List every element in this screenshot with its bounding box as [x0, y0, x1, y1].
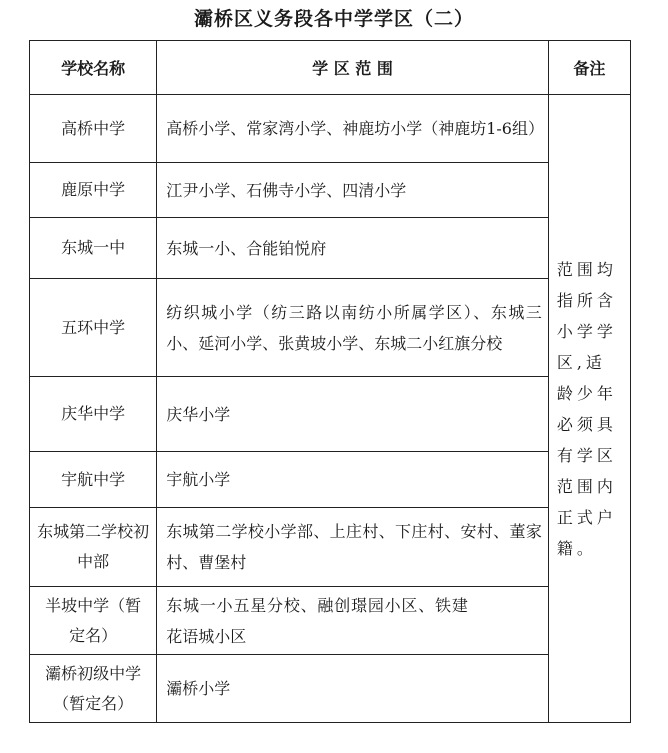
district-range-cell: 东城一小五星分校、融创璟园小区、铁建花语城小区	[157, 587, 549, 655]
district-range-cell: 宇航小学	[157, 452, 549, 508]
school-name-cell: 庆华中学	[30, 377, 157, 452]
note-cell: 范围均指所含小学学区,适龄少年必须具有学区范围内正式户籍。	[548, 95, 630, 723]
table-header-row	[30, 41, 631, 95]
table-row	[30, 377, 631, 452]
district-range-cell: 东城一小、合能铂悦府	[157, 218, 549, 279]
district-range-cell: 庆华小学	[157, 377, 549, 452]
page-title: 灞桥区义务段各中学学区（二）	[193, 8, 474, 30]
header-district-range: 学 区 范 围	[157, 41, 549, 95]
table-row	[30, 95, 631, 163]
table-row	[30, 452, 631, 508]
school-name-cell: 高桥中学	[30, 95, 157, 163]
school-name-cell: 鹿原中学	[30, 163, 157, 218]
district-range-cell: 灞桥小学	[157, 655, 549, 723]
school-district-table	[29, 40, 631, 723]
table-row	[30, 279, 631, 377]
header-note: 备注	[548, 41, 630, 95]
school-name-cell: 五环中学	[30, 279, 157, 377]
school-name-cell: 灞桥初级中学（暂定名）	[30, 655, 157, 723]
district-range-cell: 东城第二学校小学部、上庄村、下庄村、安村、董家村、曹堡村	[157, 508, 549, 587]
table-row	[30, 163, 631, 218]
school-name-cell: 东城一中	[30, 218, 157, 279]
school-name-cell: 宇航中学	[30, 452, 157, 508]
district-range-cell: 高桥小学、常家湾小学、神鹿坊小学（神鹿坊1-6组）	[157, 95, 549, 163]
table-row	[30, 587, 631, 655]
table-row	[30, 218, 631, 279]
table-row	[30, 508, 631, 587]
school-name-cell: 半坡中学（暂定名）	[30, 587, 157, 655]
district-range-cell: 江尹小学、石佛寺小学、四清小学	[157, 163, 549, 218]
district-range-cell: 纺织城小学（纺三路以南纺小所属学区）、东城三小、延河小学、张黄坡小学、东城二小红旗分校	[157, 279, 549, 377]
school-name-cell: 东城第二学校初中部	[30, 508, 157, 587]
header-school-name: 学校名称	[30, 41, 157, 95]
table-row	[30, 655, 631, 723]
